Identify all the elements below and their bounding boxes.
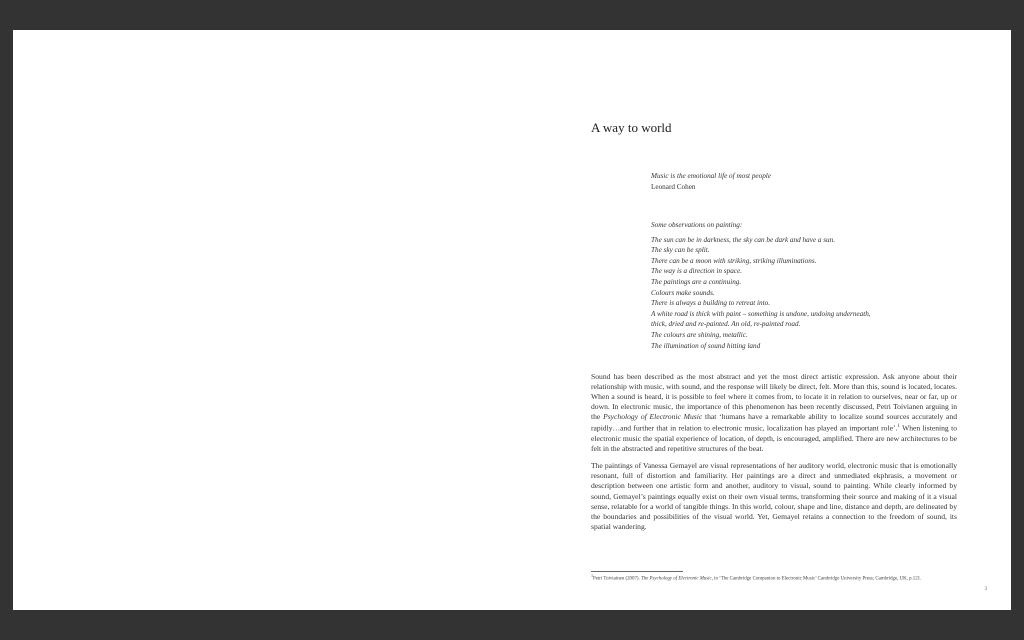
observation-line: thick, dried and re-painted. An old, re-painted road. (651, 320, 801, 329)
body-text (591, 372, 957, 539)
paragraph-2: The paintings of Vanessa Gemayel are visual representations of her auditory world, electronic music that is emotionally resonant, full of distortion and familiarity. Her paintings are a direct and unmediated ekphrasis, a movement or description between one artistic form and another, auditory to visual, sound to painting. While clearly informed by sound, Gemayel’s paintings equally exist on their own visual terms, transforming their source and making of it a visual sense, relatable for a world of tangible things. In this world, colour, shape and line, distance and depth, are delineated by the boundaries and possibilities of the visual world. Yet, Gemayel retains a connection to the freedom of sound, its spatial wandering. (591, 461, 957, 531)
observation-line: The illumination of sound hitting land (651, 341, 761, 350)
observation-line: The sun can be in darkness, the sky can be dark and have a sun. (651, 235, 836, 244)
document-page (13, 30, 1011, 610)
observations-block (651, 220, 951, 351)
observation-line: The paintings are a continuing. (651, 277, 742, 286)
page-number: 3 (984, 587, 987, 592)
observation-line: There can be a moon with striking, striking illuminations. (651, 256, 817, 265)
footnote-ref[interactable]: 1 (897, 424, 900, 430)
paragraph-1-part-1: Sound has been described as the most abstract and yet the most direct artistic expression. Ask anyone about their relationship with music, with sound, and the response will likely be direct, felt. More than this, sound is located, locates. When a sound is heard, it is possible to feel where it comes from, to locate it in relation to ourselves, near or far, up or down. In electronic music, the importance of this phenomenon has been recently discussed, Petri Toivianen arguing in the (591, 372, 957, 422)
footnote-book-title: The Psychology of Electronic Music (640, 576, 712, 582)
epigraph-quote: Music is the emotional life of most people (651, 172, 771, 180)
observations-heading: Some observations on painting: (651, 221, 743, 229)
book-title: Psychology of Electronic Music (603, 412, 703, 422)
observation-line: A white road is thick with paint – something is undone, undoing underneath, (651, 309, 871, 318)
chapter-title: A way to world (591, 120, 672, 135)
observation-line: The sky can be split. (651, 246, 710, 255)
paragraph-1-part-3: When listening to electronic music the spatial experience of location, of depth, is encouraged, amplified. There are new architectures to be felt in the abstracted and repetitive structures of the beat. (591, 424, 957, 454)
footnote-part-2: , in ‘The Cambridge Companion to Electronic Music’ Cambridge University Press; Cambridge, UK, p.121. (711, 576, 922, 582)
epigraph (651, 171, 771, 192)
paragraph-1-part-2: that ‘humans have a remarkable ability to localize sound sources accurately and rapidly…and further that in relation to electronic music, localization has played an important role’. (591, 412, 957, 433)
observation-line: Colours make sounds. (651, 288, 715, 297)
observation-line: The way is a direction in space. (651, 267, 742, 276)
footnote-divider (591, 571, 683, 572)
epigraph-author: Leonard Cohen (651, 182, 696, 191)
observation-line: There is always a building to retreat into. (651, 299, 770, 308)
paragraph-1 (591, 372, 957, 454)
footnote-number: 1 (591, 573, 594, 578)
footnote-part-1: Petri Toiviainen (2007). (593, 576, 641, 582)
footnote (591, 573, 971, 582)
observation-line: The colours are shining, metallic. (651, 330, 748, 339)
